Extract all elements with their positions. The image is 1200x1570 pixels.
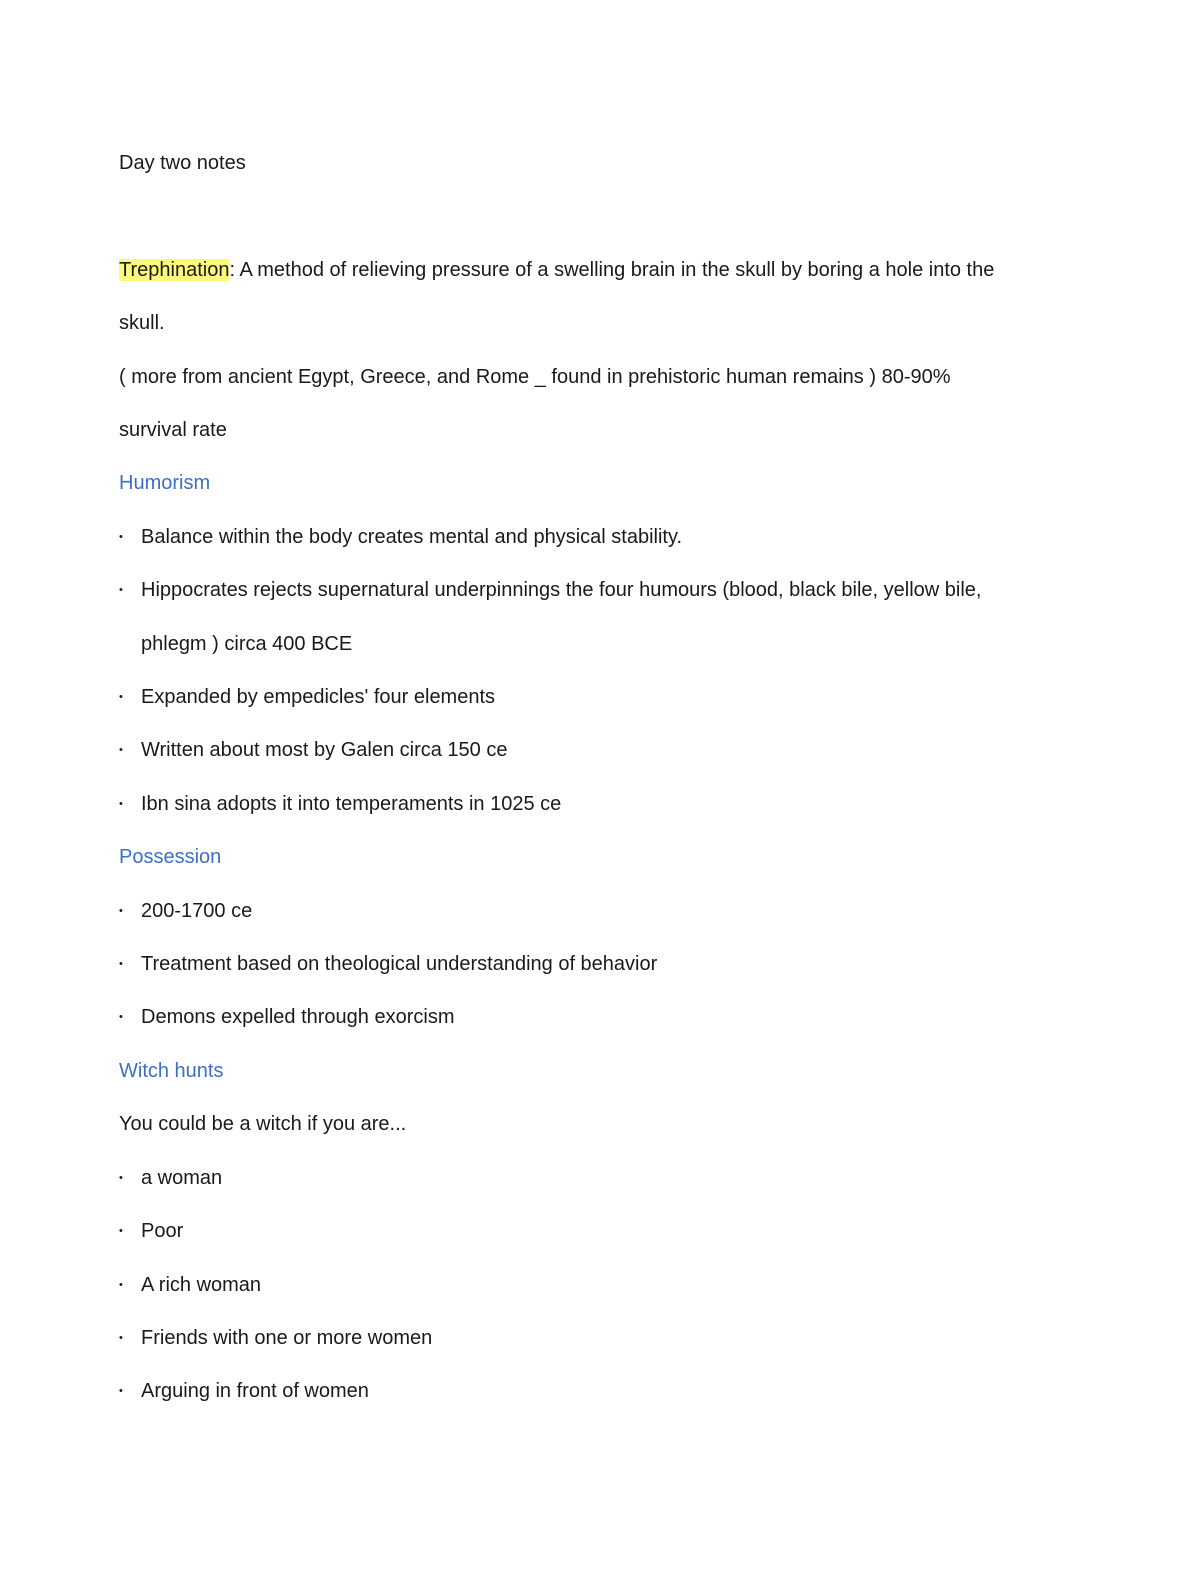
- document-title: Day two notes: [119, 152, 246, 174]
- possession-heading: Possession: [119, 846, 222, 869]
- bullet-icon: •: [119, 744, 123, 757]
- bullet-icon: •: [119, 797, 123, 810]
- trephination-definition-line1: A method of relieving pressure of a swelling brain in the skull by boring a hole into the: [235, 258, 995, 281]
- list-item: • a woman: [119, 1152, 1079, 1205]
- list-item: • Expanded by empedicles' four elements: [119, 671, 1079, 724]
- possession-list: [119, 885, 1079, 1045]
- list-item: • A rich woman: [119, 1259, 1079, 1312]
- trephination-separator: :: [229, 258, 236, 281]
- list-item-continuation: phlegm ) circa 400 BCE: [141, 632, 353, 655]
- list-item: • 200-1700 ce: [119, 885, 1079, 938]
- bullet-icon: •: [119, 691, 123, 704]
- bullet-icon: •: [119, 1278, 123, 1291]
- bullet-icon: •: [119, 1011, 123, 1024]
- trephination-note-line1: ( more from ancient Egypt, Greece, and Rome _ found in prehistoric human remains ) 80-90%: [119, 365, 951, 388]
- humorism-heading: Humorism: [119, 472, 211, 495]
- document-page: [119, 137, 1079, 1419]
- bullet-icon: •: [119, 584, 123, 597]
- bullet-icon: •: [119, 1225, 123, 1238]
- witch-hunts-intro: You could be a witch if you are...: [119, 1113, 407, 1136]
- trephination-term: Trephination: [119, 258, 230, 281]
- bullet-icon: •: [119, 530, 123, 543]
- bullet-icon: •: [119, 1331, 123, 1344]
- humorism-list: [119, 511, 1079, 831]
- list-item: • Hippocrates rejects supernatural underpinnings the four humours (blood, black bile, yellow bile, phlegm ) circa 400 BCE: [119, 564, 1079, 671]
- list-item: • Poor: [119, 1205, 1079, 1258]
- list-item: • Treatment based on theological understanding of behavior: [119, 938, 1079, 991]
- bullet-icon: •: [119, 958, 123, 971]
- list-item: • Balance within the body creates mental and physical stability.: [119, 511, 1079, 564]
- trephination-definition-line2: skull.: [119, 312, 165, 335]
- bullet-icon: •: [119, 1171, 123, 1184]
- list-item: • Demons expelled through exorcism: [119, 991, 1079, 1044]
- list-item: • Written about most by Galen circa 150 ce: [119, 724, 1079, 777]
- trephination-note-line2: survival rate: [119, 419, 227, 442]
- list-item: • Ibn sina adopts it into temperaments in 1025 ce: [119, 778, 1079, 831]
- list-item: • Friends with one or more women: [119, 1312, 1079, 1365]
- list-item: • Arguing in front of women: [119, 1365, 1079, 1418]
- witch-hunts-heading: Witch hunts: [119, 1059, 224, 1082]
- bullet-icon: •: [119, 904, 123, 917]
- witch-hunts-list: [119, 1152, 1079, 1419]
- trephination-definition: [119, 244, 1079, 297]
- bullet-icon: •: [119, 1385, 123, 1398]
